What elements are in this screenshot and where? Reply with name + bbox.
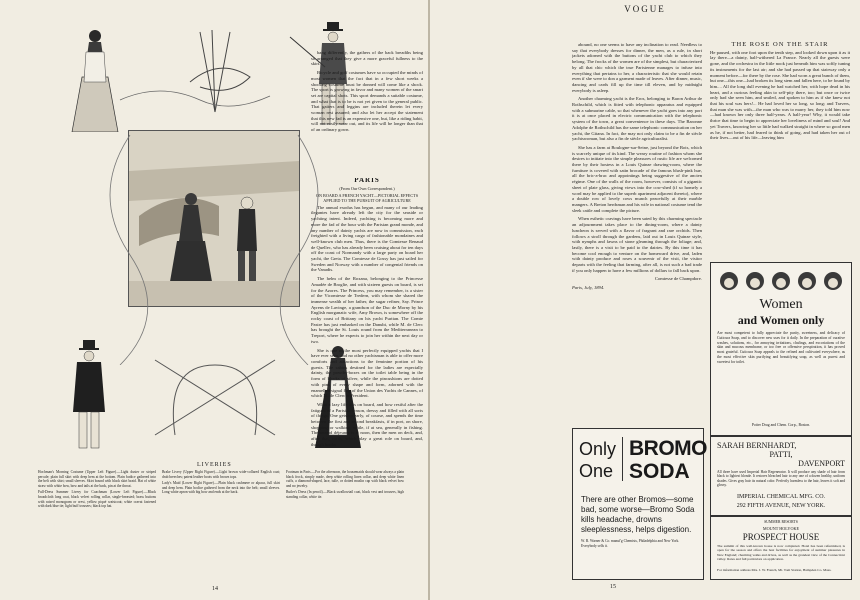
cuticura-ad [710,262,852,436]
paragraph: She is one of the most perfectly equipped yachts that I have ever seen, and no other yachtsman is able to offer more comforts and attractions to the feminine portion of his guests. The cabins destined for the ladies are especially dainty, the powder-boxes on the toilet table being in the form of blocks of silver, while the pincushions are dotted with pins of every shape and form, adorned with the enamelled signal flag of the Union des Yachts de Cannes, of which M. de Clerc is President. [311,347,423,399]
women-faces-illustration [715,267,847,295]
ad-fineprint: Potter Drug and Chem. Corp., Boston. [751,423,811,427]
dateline: Paris, July, 1894. [572,285,605,291]
ad-only: Only [579,439,617,459]
ad-label: SUMMER RESORTS [764,520,798,524]
ad-one: One [579,461,614,481]
ad-fineprint: For information address Mrs. J. W. French, Mt. Tom Station, Hampden Co. Mass. [717,568,832,572]
ad-address: 292 FIFTH AVENUE, NEW YORK. [736,503,826,509]
paragraph: What a lazy life it is on board, and how restful after the fatigues of a Parisian season, dressy and filled with all sorts of things. One gets up early, of course, and spends the time between the first and second breakfasts, if in port, on shore, shopping or walking; while, if at sea, generally in fishing. The second déjeuner is at noon, then the men on deck, and, after that, cards, which play a great role on board, and, though books [311,401,423,447]
ad-body: Are most competent to fully appreciate the purity, sweetness, and delicacy of Cuticura Soap, and to discover new uses for it daily. In the preparation of curative washes, solutions, etc., for annoying irritations, chafings, and excoriations of the skin and mucous membrane, or too free or offensive perspiration, it has proved most grateful. Cuticura Soap appeals to the refined and cultivated everywhere, as the most effective skin purifying and beautifying soap, as well as purest and sweetest for toilet. [717,331,845,364]
bromo-soda-ad [572,428,707,580]
paragraph: Another charming yacht is the Eros, belonging to Baron Arthur de Rothschild, which is fitted with telephonic apparatus and equipped with a submarine cable, so that whenever the yacht goes into any port it is at once placed in electric communication with the telephonic system of the town, a great convenience in these days. The Baronne Adolphe de Rothschild has the same telephonic communication on her yacht, the Gitana. In fact, the may not only claim to be a fin de siècle yachtswoman, but also a fin de siècle agriculturalist. [572,96,702,142]
story-text: He paused, with one foot upon the tenth step, and looked down upon it as it lay there—a dainty, half-withered La France. Nearly all the guests were gone, and the orchestra in the little nook just beneath him was softly tuning its instruments for the last air; and she had passed up that stairway only a moment before—for there by the rose. She had worn a great bunch of them, but one—this one—had broken its long stem and fallen here, to be found by him.... All the long dull evening he had watched her, with hope dead in his heart, and a curious feeling akin to self-pity there, too; but once or twice only had she seen him, and smiled, and spoken to him as if she knew not that his soul was hers!... He had loved her so long, so long; and Travers, that man she was with—the man who was to marry her, they told him now—had known her only three half-years. A half-year! Why, it would take thrice that time to begin to appreciate her loveliness of mind and soul! And yet Travers, knowing her so little had walked straight in where so good men as he, if not better, had feared to think of going, and had taken her out of their lives—out of his life—leaving him [710,49,850,141]
caption-column-1 [38,470,156,582]
ad-name-bernhardt: SARAH BERNHARDT, [717,441,797,450]
imperial-hair-ad [710,436,852,516]
maid-figure [72,30,118,132]
caption-column-2 [162,470,280,582]
ad-headline-women: Women [759,297,803,312]
footman-figure [73,340,105,448]
ad-body: All three have used Imperial Hair Regenerator. It will produce any shade of hair from black to lightest blonde. It restores bleached hair to any one of a dozen healthy, uniform shades. Gives gray hair its natural color. Perfectly harmless to the hair, leaves it soft and glossy. [717,470,845,488]
paragraph: The helm of the Roxana, belonging to the Princesse Amadée de Broglie, and with sixteen guests on board, is set for the Azores. The Princess, you may remember, is a sister of the Vicomtesse de Tredern, with whom she shared the immense wealth of her father, the sugar refiner, Say. Prince Ayrens de Lavinge, a grandson of the Duc de Morny by his English morganatic wife, Amy Brown, is somewhere off the rocky coast of Brittany on his yacht Puritan. The Comte Pastre has just embarked on the Danubi, while M. de Clerc has brought the St. Louis round from the Mediterranean to Treport, where he expects to join her within the next day or two. [311,276,423,344]
caption-text: Footman in Paris.—For the afternoon, the housemaids should wear always a plain black frock, simply made, deep white rolling linen collar, and deep white linen cuffs, a diamond-shaped, lace, tulle, or dotted muslin cap with black velvet bow and no jewelry. [286,470,404,488]
running-head: VOGUE [624,4,666,14]
page-number-left: 14 [212,586,218,592]
paragraph: Bicycle and golf costumes have so occupied the minds of most women that the fact that in a few short weeks a shooting costume must be donned will come like a shock. The sport is growing in favor and many women of the smart set are capital shots. This sport demands a suitable costume, and what that is to be is not yet given to the general public. That gaiters and leggins are included therein let every woman rest assured; and also let her accept the statement that this new fad is an expensive one, but, like a riding habit, will not easily wear out, and its life will be longer than that of an ordinary gown. [311,70,423,133]
ad-hotel-name: PROSPECT HOUSE [742,532,820,542]
paragraph: bang differently, the gathers of the back breadths being so arranged that they give a more graceful fullness to the skirt. [311,50,423,67]
paris-column [311,178,423,576]
ad-name-davenport: DAVENPORT [798,459,845,468]
ad-brand: BROMO [629,437,707,460]
prospect-house-ad [710,516,852,580]
rose-on-stair-column [710,42,850,262]
illustration-title: LIVERIES [197,462,232,468]
caption-text: Butler's Dress (In pencil).—Black swallowtail coat, black vest and trousers, high standing collar, white tie. [286,490,404,499]
page-number-right: 15 [610,584,616,590]
ad-fineprint: W. R. Warner & Co. manuf'g Chemists, Philadelphia and New York. Everybody sells it. [581,539,680,548]
ad-sub: MOUNT HOLYOKE [762,526,800,531]
story-title: THE ROSE ON THE STAIR [731,42,829,48]
ad-company: IMPERIAL CHEMICAL MFG. CO. [736,494,826,500]
ad-headline-women-only: and Women only [737,313,825,327]
paris-byline: (From Our Own Correspondent.) [339,185,395,191]
signature: Comtesse de Champdore. [654,276,702,282]
ad-name-patti: PATTI, [769,450,793,459]
caption-text: Lady's Maid (Lower Right Figure).—Plain black cashmere or alpaca, full skirt and deep hem. Plain bodice gathered from the neck into the belt; small sleeves. Long white apron with big bow and ends at the back. [162,481,280,495]
paragraph: She has a farm at Boulogne-sur-Seine, just beyond the Bois, which is scarcely unique of its kind. The weary routine of fashion whom she desires to initiate into the simple pleasures of rustic life are welcomed there by their hostess in a Louis Quinze drawing-room, where the furniture is covered with satin brocade of the famous blush-pink hue, all the bric-a-brac and appointings being suggestive of the ancien régime. One of the walls of the room, however, consists of a gigantic sheet of plate glass, giving views into the cow-shed (if so homely a word may be applied to the superb apartment adjacent thereto), where a double row of lovely cows munch peacefully at their marble mangers. A Breton herdsman and his wife in national costume tend the sleek cattle and complete the picture. [572,144,702,213]
ad-soda: SODA [629,460,690,483]
ad-body: There are other Bromos—some bad, some worse—Bromo Soda kills headache, drowns sleeplessness, helps digestion. [581,495,695,534]
left-text-column-top [311,50,423,168]
ad-body: The summit of this well-known house is now completed. Hotel has been refurnished, is open for the season and offers the best facilities for enjoyment of summer pleasures in New England; charming walks and drives, as well as the grandest view of the Connecticut valley. Rates and full particulars on application. [717,544,845,561]
right-page [430,0,860,600]
caption-text: Full-Dress Summer Livery for Coachman (Lower Left Figure).—Black broadcloth long coat, black velvet rolling collar, single-breasted; brass buttons with raised monogram or crest, yellow piqué waistcoat; white cravat fastened with dark blue tie; light buff trousers; black top hat. [38,490,156,509]
horseshoe-ornament [155,360,275,435]
caption-text: Brake Livery (Upper Right Figure).—Light brown wide-collared English coat; drab breeches; patent leather boots with brown tops. [162,470,280,479]
paris-heading: PARIS [354,178,380,184]
paragraph: abound, no one seems to have any inclination to read. Needless to say that everybody dresses for dinner, the men, as a rule, in short jackets adorned with the buttons of the yacht club to which they belong. The frocks of the women are of the simplest, but characterized by all that chic which the true Parisienne manages to infuse into everything that pertains to her, a characteristic that she would retain even if she were to don a garment made of leaves. After dinner, music, dancing and cards fill up the time till eleven, and by midnight everybody is asleep. [572,42,702,93]
right-article-column [572,42,702,422]
caption-text: Hochman's Morning Costume (Upper Left Figure).—Light duster or striped percale; plain full skirt with deep hem at the bottom. Plain bodice gathered into the belt with shirt; small sleeves. Skirt bound with black skirt braid. Hat of white straw with white bow, bow and tails at the back, pin at the throat. [38,470,156,488]
paris-subheading: ON BOARD A FRENCH YACHT—PICTORIAL EFFECTS APPLIED TO THE PURSUIT OF AGRICULTURE [315,192,419,203]
paragraph: The annual exodus has begun, and many of our leading ilegantes have already left the city for the seaside or yachting intent. Indeed, yachting is becoming more and more the fad of the hour with the Parisian grand monde, and any number of dainty yachts are now in commission, each freighted with a living cargo of fashionable mondaines and well-known club men. Thus, there is the Comtesse Renaud de Quellec, who has already been cruising about for ten days off the coast of Normandy with a large party on board her yacht, the Greta. The Comtesse de Gossy has just sailed for Sweden and Norway with a number of congenial friends on the Vanadis. [311,204,423,273]
paragraph: When esthetic cravings have been sated by this charming spectacle an adjournment takes place to the dining-room, where a dainty luncheon is served with a flavor of fragrant and rare orchids. Then follows a stroll through the gardens, laid out in Louis Quinze style, with nymphs and fawns of stone gleaming through the foliage; and, lastly, there is a visit to be paid to the dairies. By this time it has become cool enough to venture on the homeward drive, and, laden with dainty produce and roses a souvenir of the visit, the visitor departs with the feeling that farming, after all, is not such a bad trade if you only happen to have a few millions of dollars to fall back upon. [572,216,702,273]
